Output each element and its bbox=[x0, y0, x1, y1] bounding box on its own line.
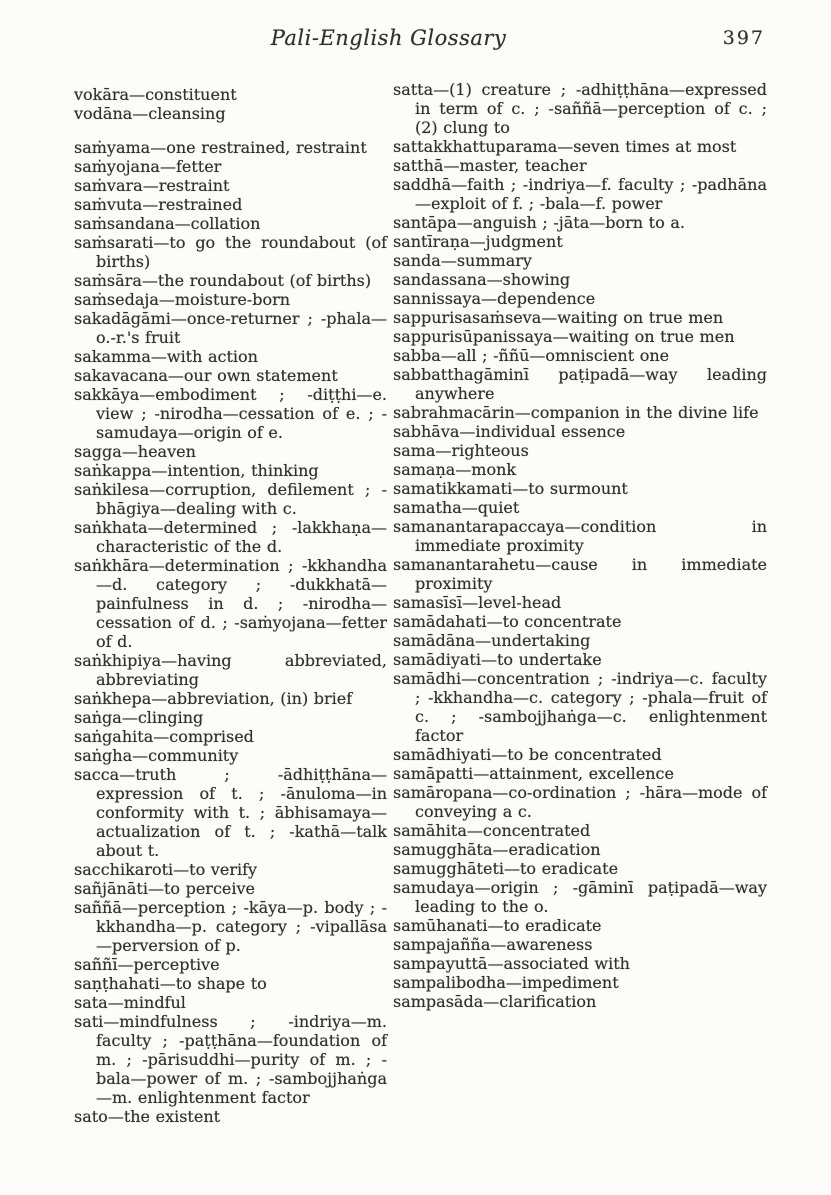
glossary-entry: vokāra—constituent bbox=[74, 85, 237, 104]
glossary-entry: sabhāva—individual essence bbox=[393, 422, 626, 441]
glossary-entry: saṅgahita—comprised bbox=[74, 727, 254, 746]
glossary-entry: samūhanati—to eradicate bbox=[393, 916, 602, 935]
glossary-entry: sagga—heaven bbox=[74, 442, 196, 461]
glossary-entry: sakamma—with action bbox=[74, 347, 258, 366]
glossary-entry: saṅga—clinging bbox=[74, 708, 204, 727]
glossary-entry: samaṇa—monk bbox=[393, 460, 517, 479]
glossary-entry: saṅkhata—determined ; -lakkhaṇa—characteristic of the d. bbox=[74, 518, 387, 556]
glossary-entry: sakavacana—our own statement bbox=[74, 366, 338, 385]
glossary-entry: samādāna—undertaking bbox=[393, 631, 591, 650]
entry-group bbox=[393, 80, 767, 1011]
glossary-entry: sampajañña—awareness bbox=[393, 935, 593, 954]
glossary-entry: samasīsī—level-head bbox=[393, 593, 562, 612]
glossary-entry: sannissaya—dependence bbox=[393, 289, 596, 308]
glossary-entry: samugghāta—eradication bbox=[393, 840, 601, 859]
glossary-entry: santāpa—anguish ; -jāta—born to a. bbox=[393, 213, 685, 232]
glossary-entry: sata—mindful bbox=[74, 993, 186, 1012]
entry-group bbox=[74, 138, 387, 1126]
glossary-entry: sacchikaroti—to verify bbox=[74, 860, 258, 879]
glossary-entry: sakkāya—embodiment ; -diṭṭhi—e. view ; -nirodha—cessation of e. ; -samudaya—origin of e. bbox=[74, 385, 387, 442]
glossary-entry: samatikkamati—to surmount bbox=[393, 479, 628, 498]
glossary-entry: saṁvuta—restrained bbox=[74, 195, 243, 214]
glossary-entry: samanantarahetu—cause in immediate proximity bbox=[393, 555, 767, 593]
glossary-entry: samāpatti—attainment, excellence bbox=[393, 764, 674, 783]
glossary-entry: samādahati—to concentrate bbox=[393, 612, 622, 631]
glossary-entry: saṅkappa—intention, thinking bbox=[74, 461, 319, 480]
glossary-right-column bbox=[393, 80, 767, 1011]
glossary-entry: sampalibodha—impediment bbox=[393, 973, 619, 992]
glossary-entry: saṅkhepa—abbreviation, (in) brief bbox=[74, 689, 353, 708]
glossary-entry: sanda—summary bbox=[393, 251, 532, 270]
page-header bbox=[74, 26, 767, 56]
glossary-entry: sandassana—showing bbox=[393, 270, 571, 289]
glossary-entry: samādhi—concentration ; -indriya—c. faculty ; -kkhandha—c. category ; -phala—fruit of c. ; -sambojjhaṅga—c. enlightenment factor bbox=[393, 669, 767, 745]
glossary-entry: sato—the existent bbox=[74, 1107, 221, 1126]
glossary-entry: sati—mindfulness ; -indriya—m. faculty ; -paṭṭhāna—foundation of m. ; -pārisuddhi—purity of m. ; -bala—power of m. ; -sambojjhaṅga—m. enlightenment factor bbox=[74, 1012, 387, 1107]
glossary-entry: saṁyama—one restrained, restraint bbox=[74, 138, 367, 157]
glossary-entry: sappurisūpanissaya—waiting on true men bbox=[393, 327, 735, 346]
glossary-entry: sabbatthagāminī paṭipadā—way leading anywhere bbox=[393, 365, 767, 403]
page-number: 397 bbox=[722, 27, 765, 49]
glossary-entry: samugghāteti—to eradicate bbox=[393, 859, 619, 878]
glossary-entry: sampayuttā—associated with bbox=[393, 954, 630, 973]
glossary-entry: saṁvara—restraint bbox=[74, 176, 230, 195]
glossary-entry: santīraṇa—judgment bbox=[393, 232, 563, 251]
glossary-entry: saṅgha—community bbox=[74, 746, 239, 765]
glossary-entry: satta—(1) creature ; -adhiṭṭhāna—expressed in term of c. ; -saññā—perception of c. ; (2) clung to bbox=[393, 80, 767, 137]
glossary-entry: sakadāgāmi—once-returner ; -phala—o.-r.'s fruit bbox=[74, 309, 387, 347]
entry-group bbox=[74, 85, 387, 123]
glossary-entry: saṁsarati—to go the roundabout (of births) bbox=[74, 233, 387, 271]
glossary-entry: sañjānāti—to perceive bbox=[74, 879, 256, 898]
glossary-entry: sappurisasaṁseva—waiting on true men bbox=[393, 308, 724, 327]
glossary-entry: saññā—perception ; -kāya—p. body ; -kkhandha—p. category ; -vipallāsa—perversion of p. bbox=[74, 898, 387, 955]
glossary-entry: samādiyati—to undertake bbox=[393, 650, 602, 669]
glossary-entry: samatha—quiet bbox=[393, 498, 520, 517]
glossary-entry: saṅkhāra—determination ; -kkhandha—d. category ; -dukkhatā—painfulness in d. ; -nirodha—cessation of d. ; -saṁyojana—fetter of d. bbox=[74, 556, 387, 651]
glossary-entry: saṁsandana—collation bbox=[74, 214, 261, 233]
running-title: Pali-English Glossary bbox=[270, 26, 507, 50]
glossary-entry: sacca—truth ; -ādhiṭṭhāna—expression of t. ; -ānuloma—in conformity with t. ; ābhisamaya—actualization of t. ; -kathā—talk about t. bbox=[74, 765, 387, 860]
glossary-entry: saṅkhipiya—having abbreviated, abbreviating bbox=[74, 651, 387, 689]
glossary-entry: sabrahmacārin—companion in the divine life bbox=[393, 403, 759, 422]
glossary-entry: saṅkilesa—corruption, defilement ; -bhāgiya—dealing with c. bbox=[74, 480, 387, 518]
glossary-left-column bbox=[74, 80, 387, 1126]
glossary-entry: samanantarapaccaya—condition in immediate proximity bbox=[393, 517, 767, 555]
glossary-entry: saññī—perceptive bbox=[74, 955, 220, 974]
glossary-entry: saṁyojana—fetter bbox=[74, 157, 222, 176]
glossary-entry: vodāna—cleansing bbox=[74, 104, 226, 123]
glossary-entry: samāhita—concentrated bbox=[393, 821, 591, 840]
glossary-entry: saṇṭhahati—to shape to bbox=[74, 974, 267, 993]
glossary-entry: sama—righteous bbox=[393, 441, 529, 460]
glossary-entry: sampasāda—clarification bbox=[393, 992, 597, 1011]
glossary-entry: saṁsedaja—moisture-born bbox=[74, 290, 291, 309]
glossary-entry: saṁsāra—the roundabout (of births) bbox=[74, 271, 372, 290]
glossary-entry: samādhiyati—to be concentrated bbox=[393, 745, 662, 764]
glossary-entry: samāropana—co-ordination ; -hāra—mode of conveying a c. bbox=[393, 783, 767, 821]
glossary-entry: saddhā—faith ; -indriya—f. faculty ; -padhāna—exploit of f. ; -bala—f. power bbox=[393, 175, 767, 213]
glossary-entry: sabba—all ; -ññū—omniscient one bbox=[393, 346, 670, 365]
glossary-entry: satthā—master, teacher bbox=[393, 156, 587, 175]
glossary-entry: sattakkhattuparama—seven times at most bbox=[393, 137, 737, 156]
glossary-entry: samudaya—origin ; -gāminī paṭipadā—way leading to the o. bbox=[393, 878, 767, 916]
glossary-columns bbox=[74, 80, 767, 1126]
